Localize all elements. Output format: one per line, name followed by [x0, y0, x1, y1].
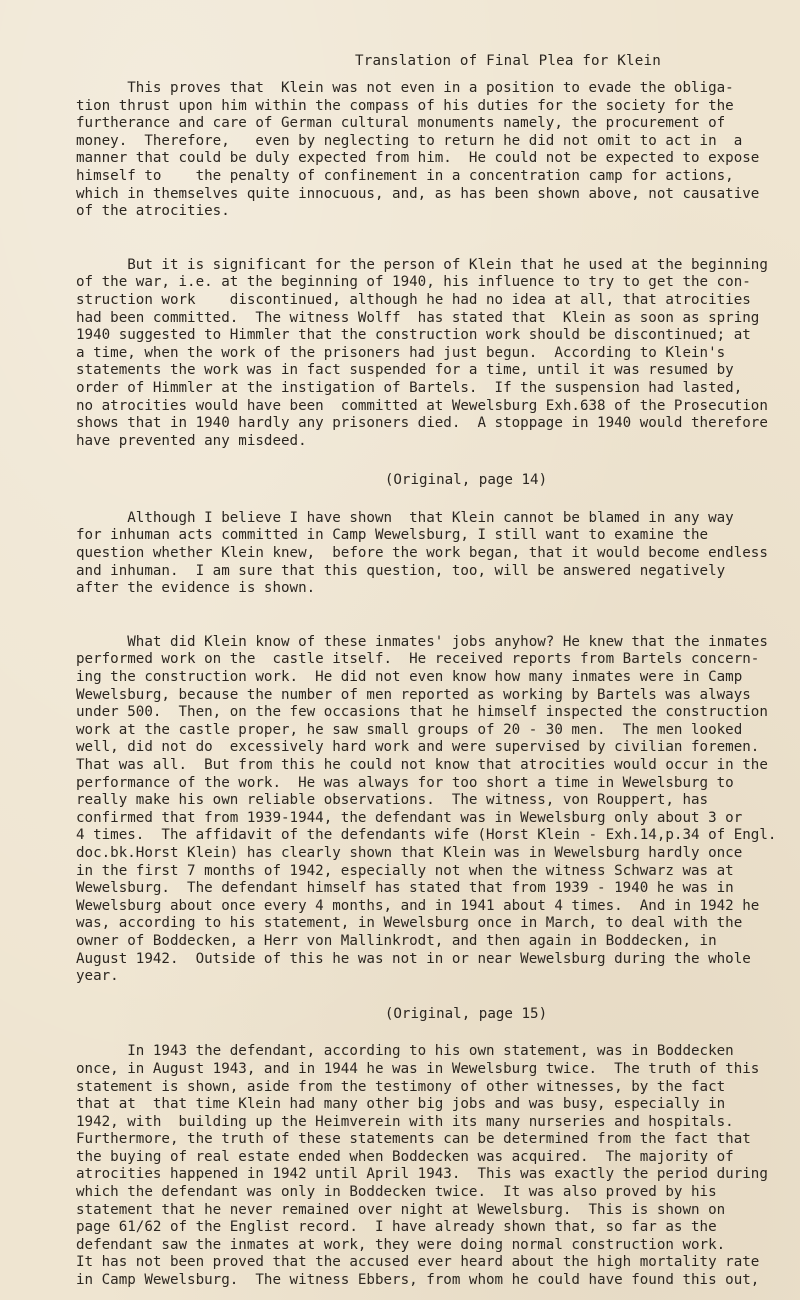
text-line: of the war, i.e. at the beginning of 1940, his influence to try to get the con-: [76, 274, 751, 291]
text-line: statement is shown, aside from the testimony of other witnesses, by the fact: [76, 1078, 726, 1095]
text-line: in the first 7 months of 1942, especially not when the witness Schwarz was at: [76, 862, 734, 879]
text-line: work at the castle proper, he saw small groups of 20 - 30 men. The men looked: [76, 721, 743, 738]
text-line: ing the construction work. He did not even know how many inmates were in Camp: [76, 669, 743, 686]
document-title: Translation of Final Plea for Klein: [355, 53, 661, 69]
text-line: confirmed that from 1939-1944, the defendant was in Wewelsburg only about 3 or: [76, 809, 743, 826]
paragraph-3: [76, 509, 768, 598]
text-line: after the evidence is shown.: [76, 580, 316, 597]
page-marker-15: (Original, page 15): [384, 1005, 548, 1022]
text-line: tion thrust upon him within the compass of his duties for the society for the: [76, 97, 734, 114]
text-line: struction work discontinued, although he had no idea at all, that atrocities: [76, 291, 751, 308]
text-line: 4 times. The affidavit of the defendants wife (Horst Klein - Exh.14,p.34 of Engl.: [76, 827, 777, 844]
text-line: page 61/62 of the Englist record. I have already shown that, so far as the: [76, 1219, 717, 1236]
text-line: statements the work was in fact suspended for a time, until it was resumed by: [76, 362, 734, 379]
text-line: owner of Boddecken, a Herr von Mallinkrodt, and then again in Boddecken, in: [76, 932, 717, 949]
text-line: Wewelsburg. The defendant himself has stated that from 1939 - 1940 he was in: [76, 880, 734, 897]
text-line: What did Klein know of these inmates' jobs anyhow? He knew that the inmates: [76, 633, 768, 650]
text-line: August 1942. Outside of this he was not in or near Wewelsburg during the whole: [76, 950, 751, 967]
paragraph-5: [76, 1043, 768, 1289]
text-line: That was all. But from this he could not know that atrocities would occur in the: [76, 757, 768, 773]
document-body: [76, 80, 777, 1290]
text-line: under 500. Then, on the few occasions that he himself inspected the construction: [76, 704, 768, 721]
text-line: doc.bk.Horst Klein) has clearly shown that Klein was in Wewelsburg hardly once: [76, 844, 743, 861]
text-line: Wewelsburg about once every 4 months, and in 1941 about 4 times. And in 1942 he: [76, 897, 760, 914]
paragraph-2: [76, 256, 768, 451]
text-line: manner that could be duly expected from him. He could not be expected to expose: [76, 150, 760, 167]
text-line: But it is significant for the person of Klein that he used at the beginning: [76, 256, 768, 273]
text-line: This proves that Klein was not even in a position to evade the obliga-: [76, 80, 734, 96]
text-line: well, did not do excessively hard work and were supervised by civilian foremen.: [76, 739, 760, 756]
text-line: no atrocities would have been committed at Wewelsburg Exh.638 of the Prosecution: [76, 397, 768, 414]
text-line: himself to the penalty of confinement in a concentration camp for actions,: [76, 167, 734, 184]
text-line: money. Therefore, even by neglecting to return he did not omit to act in a: [76, 132, 743, 149]
text-line: atrocities happened in 1942 until April 1943. This was exactly the period during: [76, 1166, 768, 1183]
text-line: a time, when the work of the prisoners had just begun. According to Klein's: [76, 344, 726, 361]
text-line: 1942, with building up the Heimverein with its many nurseries and hospitals.: [76, 1113, 734, 1130]
text-line: It has not been proved that the accused ever heard about the high mortality rate: [76, 1254, 760, 1271]
text-line: furtherance and care of German cultural monuments namely, the procurement of: [76, 115, 726, 132]
page-marker-14: (Original, page 14): [384, 472, 548, 489]
text-line: In 1943 the defendant, according to his own statement, was in Boddecken: [76, 1043, 734, 1060]
paragraph-4: [76, 633, 777, 986]
text-line: had been committed. The witness Wolff has stated that Klein as soon as spring: [76, 309, 760, 326]
text-line: that at that time Klein had many other big jobs and was busy, especially in: [76, 1096, 726, 1113]
text-line: Although I believe I have shown that Klein cannot be blamed in any way: [76, 509, 734, 526]
text-line: in Camp Wewelsburg. The witness Ebbers, from whom he could have found this out,: [76, 1272, 760, 1289]
text-line: statement that he never remained over night at Wewelsburg. This is shown on: [76, 1201, 726, 1218]
text-line: shows that in 1940 hardly any prisoners died. A stoppage in 1940 would therefore: [76, 415, 768, 432]
text-line: performed work on the castle itself. He received reports from Bartels concern-: [76, 651, 760, 668]
text-line: really make his own reliable observations. The witness, von Rouppert, has: [76, 792, 709, 809]
text-line: once, in August 1943, and in 1944 he was in Wewelsburg twice. The truth of this: [76, 1060, 760, 1077]
text-line: performance of the work. He was always for too short a time in Wewelsburg to: [76, 774, 734, 791]
text-line: year.: [76, 968, 119, 985]
text-line: and inhuman. I am sure that this question, too, will be answered negatively: [76, 562, 726, 579]
text-line: for inhuman acts committed in Camp Wewelsburg, I still want to examine the: [76, 527, 709, 544]
text-line: 1940 suggested to Himmler that the construction work should be discontinued; at: [76, 327, 751, 344]
paragraph-1: [76, 80, 760, 221]
text-line: of the atrocities.: [76, 203, 230, 220]
text-line: the buying of real estate ended when Boddecken was acquired. The majority of: [76, 1148, 734, 1165]
text-line: question whether Klein knew, before the work began, that it would become endless: [76, 545, 768, 562]
text-line: was, according to his statement, in Wewelsburg once in March, to deal with the: [76, 915, 743, 932]
text-line: have prevented any misdeed.: [76, 432, 307, 449]
text-line: Furthermore, the truth of these statements can be determined from the fact that: [76, 1131, 751, 1148]
text-line: which in themselves quite innocuous, and, as has been shown above, not causative: [76, 185, 760, 202]
text-line: defendant saw the inmates at work, they were doing normal construction work.: [76, 1236, 726, 1253]
text-line: which the defendant was only in Boddecken twice. It was also proved by his: [76, 1184, 717, 1201]
text-line: order of Himmler at the instigation of Bartels. If the suspension had lasted,: [76, 379, 743, 396]
text-line: Wewelsburg, because the number of men reported as working by Bartels was always: [76, 686, 751, 703]
